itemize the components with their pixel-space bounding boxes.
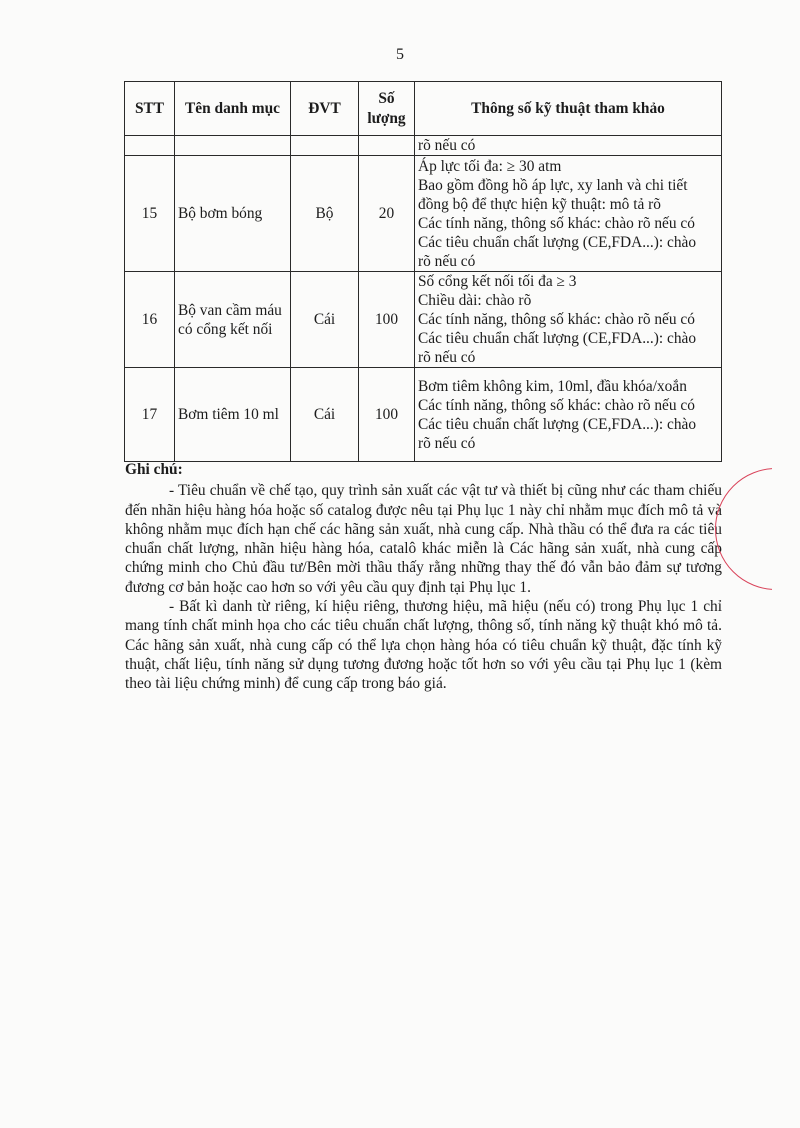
cell-stt: 15 xyxy=(125,156,175,272)
header-qty: Số lượng xyxy=(359,82,415,136)
spec-line: Các tiêu chuẩn chất lượng (CE,FDA...): chào xyxy=(418,233,697,251)
spec-line: rõ nếu có xyxy=(418,252,476,270)
cell-spec-continuation: rõ nếu có xyxy=(415,136,722,156)
header-spec: Thông số kỹ thuật tham khảo xyxy=(415,82,722,136)
spec-line: Chiều dài: chào rõ xyxy=(418,292,532,309)
cell-stt: 17 xyxy=(125,368,175,462)
spec-line: rõ nếu có xyxy=(418,349,476,366)
cell-name: Bơm tiêm 10 ml xyxy=(175,368,291,462)
cell-qty: 100 xyxy=(359,368,415,462)
stamp-mark xyxy=(715,468,800,590)
spec-line: rõ nếu có xyxy=(418,434,476,452)
header-name: Tên danh mục xyxy=(175,82,291,136)
cell-empty xyxy=(359,136,415,156)
cell-empty xyxy=(125,136,175,156)
table-row xyxy=(125,368,722,462)
cell-unit: Bộ xyxy=(291,156,359,272)
spec-line: Các tính năng, thông số khác: chào rõ nếu có xyxy=(418,396,695,414)
spec-line: Các tiêu chuẩn chất lượng (CE,FDA...): chào xyxy=(418,415,697,433)
notes-section xyxy=(125,460,722,694)
spec-line: Bao gồm đồng hồ áp lực, xy lanh và chi tiết xyxy=(418,176,688,194)
header-unit: ĐVT xyxy=(291,82,359,136)
cell-name: Bộ van cầm máu có cổng kết nối xyxy=(175,272,291,368)
spec-line: Bơm tiêm không kim, 10ml, đầu khóa/xoắn xyxy=(418,377,687,395)
spec-line: Các tính năng, thông số khác: chào rõ nếu có xyxy=(418,311,695,328)
notes-paragraph: - Tiêu chuẩn về chế tạo, quy trình sản xuất các vật tư và thiết bị cũng như các tham chiếu đến nhãn hiệu hàng hóa hoặc số catalog được nêu tại Phụ lục 1 này chỉ nhằm mục đích mô tả và không nhằm mục đích hạn chế các hãng sản xuất, nhà cung cấp. Nhà thầu có thể đưa ra các tiêu chuẩn chất lượng, nhãn hiệu hàng hóa, catalô khác miễn là Các hãng sản xuất, nhà cung cấp chứng minh cho Chủ đầu tư/Bên mời thầu thấy rằng những thay thế đó vẫn bảo đảm sự tương đương cơ bản hoặc cao hơn so với yêu cầu quy định tại Phụ lục 1. xyxy=(125,482,722,596)
header-stt: STT xyxy=(125,82,175,136)
spec-line: đồng bộ để thực hiện kỹ thuật: mô tả rõ xyxy=(418,195,662,213)
spec-table xyxy=(124,81,722,462)
page-number: 5 xyxy=(396,46,404,63)
table-row xyxy=(125,272,722,368)
cell-empty xyxy=(175,136,291,156)
spec-line: Các tính năng, thông số khác: chào rõ nếu có xyxy=(418,214,695,232)
cell-stt: 16 xyxy=(125,272,175,368)
cell-unit: Cái xyxy=(291,368,359,462)
spec-line: Áp lực tối đa: ≥ 30 atm xyxy=(418,157,562,175)
cell-name: Bộ bơm bóng xyxy=(175,156,291,272)
cell-qty: 100 xyxy=(359,272,415,368)
cell-qty: 20 xyxy=(359,156,415,272)
notes-paragraph: - Bất kì danh từ riêng, kí hiệu riêng, thương hiệu, mã hiệu (nếu có) trong Phụ lục 1 chỉ mang tính chất minh họa cho các tiêu chuẩn chất lượng, thông số, tính năng kỹ thuật khó mô tả. Các hãng sản xuất, nhà cung cấp có thể lựa chọn hàng hóa có tiêu chuẩn kỹ thuật, đặc tính kỹ thuật, chất liệu, tính năng sử dụng tương đương hoặc tốt hơn so với yêu cầu tại Phụ lục 1 (kèm theo tài liệu chứng minh) để cung cấp trong báo giá. xyxy=(125,598,722,693)
cell-empty xyxy=(291,136,359,156)
cell-spec xyxy=(415,272,722,368)
table-row-continuation xyxy=(125,136,722,156)
notes-title: Ghi chú: xyxy=(125,461,183,478)
spec-line: Số cổng kết nối tối đa ≥ 3 xyxy=(418,273,577,290)
spec-line: Các tiêu chuẩn chất lượng (CE,FDA...): chào xyxy=(418,330,697,347)
cell-unit: Cái xyxy=(291,272,359,368)
table-header-row xyxy=(125,82,722,136)
cell-spec xyxy=(415,156,722,272)
table-row xyxy=(125,156,722,272)
cell-spec xyxy=(415,368,722,462)
